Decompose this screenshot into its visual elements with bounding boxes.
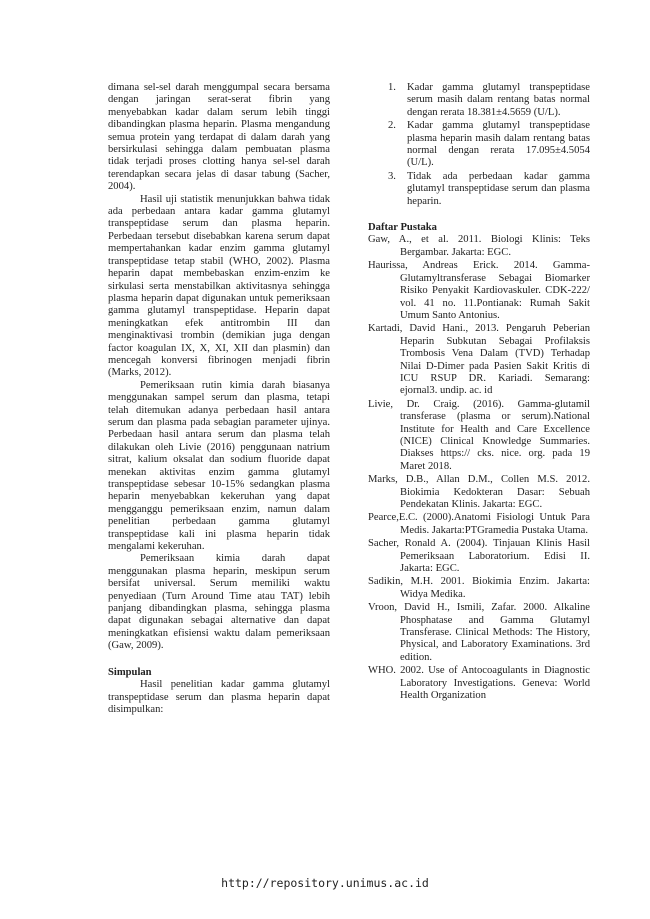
reference-item: Gaw, A., et al. 2011. Biologi Klinis: Teks Bergambar. Jakarta: EGC. xyxy=(368,234,590,258)
list-item xyxy=(368,120,590,170)
reference-item: Pearce,E.C. (2000).Anatomi Fisiologi Untuk Para Medis. Jakarta:PTGramedia Pustaka Utama. xyxy=(368,512,590,536)
section-heading-simpulan: Simpulan xyxy=(108,666,152,678)
list-number: 3. xyxy=(388,170,396,182)
reference-item: Vroon, David H., Ismili, Zafar. 2000. Alkaline Phosphatase and Gamma Glutamyl Transferase. Clinical Methods: The History, Physical, and Laboratory Examinations. 3rd edition. xyxy=(368,602,590,663)
list-item xyxy=(368,82,590,119)
body-paragraph: Hasil penelitian kadar gamma glutamyl transpeptidase serum dan plasma heparin dapat disimpulkan: xyxy=(108,679,330,715)
conclusion-list xyxy=(368,82,590,208)
reference-list xyxy=(368,234,590,702)
section-heading-references: Daftar Pustaka xyxy=(368,222,437,234)
footer-url: http://repository.unimus.ac.id xyxy=(221,876,429,890)
reference-item: Marks, D.B., Allan D.M., Collen M.S. 2012. Biokimia Kedokteran Dasar: Sebuah Pendekatan Klinis. Jakarta: EGC. xyxy=(368,474,590,510)
body-paragraph: Pemeriksaan rutin kimia darah biasanya menggunakan sampel serum dan plasma, tetapi telah ditemukan adanya perbedaan hasil antara serum dan plasma pada sebagian parameter ujinya. Perbedaan hasil antara serum dan plasma telah dilakukan oleh Livie (2016) penggunaan natrium sitrat, kalium oksalat dan sodium fluoride dapat menekan aktivitas enzim gamma glutamyl transpeptidase sebesar 10-15% sedangkan plasma heparin menyebabkan kekeruhan yang dapat mengganggu pemeriksaan enzim, namun dalam penelitian perbedaan gamma glutamyl transpeptidase kali ini plasma heparin tidak mengalami kekeruhan. xyxy=(108,379,330,553)
reference-item: Kartadi, David Hani., 2013. Pengaruh Peberian Heparin Subkutan Sebagai Profilaksis Trombosis Vena Dalam (TVD) Terhadap Nilai D-Dimer pada Pasien Sakit Kritis di ICU RSUP DR. Kariadi. Semarang: ejornal3. undip. ac. id xyxy=(368,323,590,397)
left-column xyxy=(108,82,330,716)
list-text: Kadar gamma glutamyl transpeptidase serum masih dalam rentang batas normal dengan rerata 18.381±4.5659 (U/L). xyxy=(407,82,590,118)
reference-item: Sacher, Ronald A. (2004). Tinjauan Klinis Hasil Pemeriksaan Laboratorium. Edisi II. Jakarta: EGC. xyxy=(368,538,590,575)
reference-item: Haurissa, Andreas Erick. 2014. Gamma-Glutamyltransferase Sebagai Biomarker Risiko Penyakit Kardiovaskuler. CDK-222/ vol. 41 no. 11.Pontianak: Rumah Sakit Umum Santo Antonius. xyxy=(368,260,590,321)
right-column xyxy=(368,82,590,704)
list-item xyxy=(368,171,590,208)
reference-item: Sadikin, M.H. 2001. Biokimia Enzim. Jakarta: Widya Medika. xyxy=(368,576,590,600)
reference-item: Livie, Dr. Craig. (2016). Gamma-glutamil transferase (plasma or serum).National Institute for Health and Care Excellence (NICE) Clinical Knowledge Summaries. Diakses https:// cks. nice. org. pada 19 Maret 2018. xyxy=(368,398,590,472)
body-paragraph: Hasil uji statistik menunjukkan bahwa tidak ada perbedaan antara kadar gamma glutamyl transpeptidase serum dan plasma heparin. Perbedaan tersebut disebabkan karena serum dapat mempertahankan kadar enzim gamma glutamyl transpeptidase tetap stabil (WHO, 2002). Plasma heparin dapat membebaskan enzim-enzim ke sirkulasi serta menstabilkan aktivitasnya sehingga plasma heparin dapat digunakan untuk pemeriksaan gamma glutamyl transpeptidase. Heparin dapat meningkatkan efek antitrombin III dan menginaktivasi trombin (demikian juga dengan factor koagulan IX, X, XI, XII dan plasmin) dan mencegah konversi fibrinogen menjadi fibrin (Marks, 2012). xyxy=(108,193,330,379)
list-number: 2. xyxy=(388,120,396,132)
list-number: 1. xyxy=(388,82,396,93)
body-paragraph: Pemeriksaan kimia darah dapat menggunakan plasma heparin, meskipun serum bersifat universal. Serum memiliki waktu penyediaan (Turn Around Time atau TAT) lebih panjang dibandingkan plasma, sehingga plasma dapat digunakan sebagai alternative dan dapat meningkatkan efisiensi waktu dalam pemeriksaan (Gaw, 2009). xyxy=(108,553,330,652)
body-paragraph: dimana sel-sel darah menggumpal secara bersama dengan jaringan serat-serat fibrin yang menyebabkan kadar dalam serum lebih tinggi dibandingkan plasma heparin. Plasma mengandung semua protein yang terdapat di dalam darah yang bersirkulasi sehingga dalam pembuatan plasma tidak terjadi proses clotting hanya sel-sel darah terendapkan secara jelas di dasar tabung (Sacher, 2004). xyxy=(108,82,330,193)
list-text: Kadar gamma glutamyl transpeptidase plasma heparin masih dalam rentang batas normal dengan rerata 17.095±4.5054 (U/L). xyxy=(407,120,590,169)
reference-item: WHO. 2002. Use of Antocoagulants in Diagnostic Laboratory Investigations. Geneva: World Health Organization xyxy=(368,665,590,702)
list-text: Tidak ada perbedaan kadar gamma glutamyl transpeptidase serum dan plasma heparin. xyxy=(407,170,590,207)
